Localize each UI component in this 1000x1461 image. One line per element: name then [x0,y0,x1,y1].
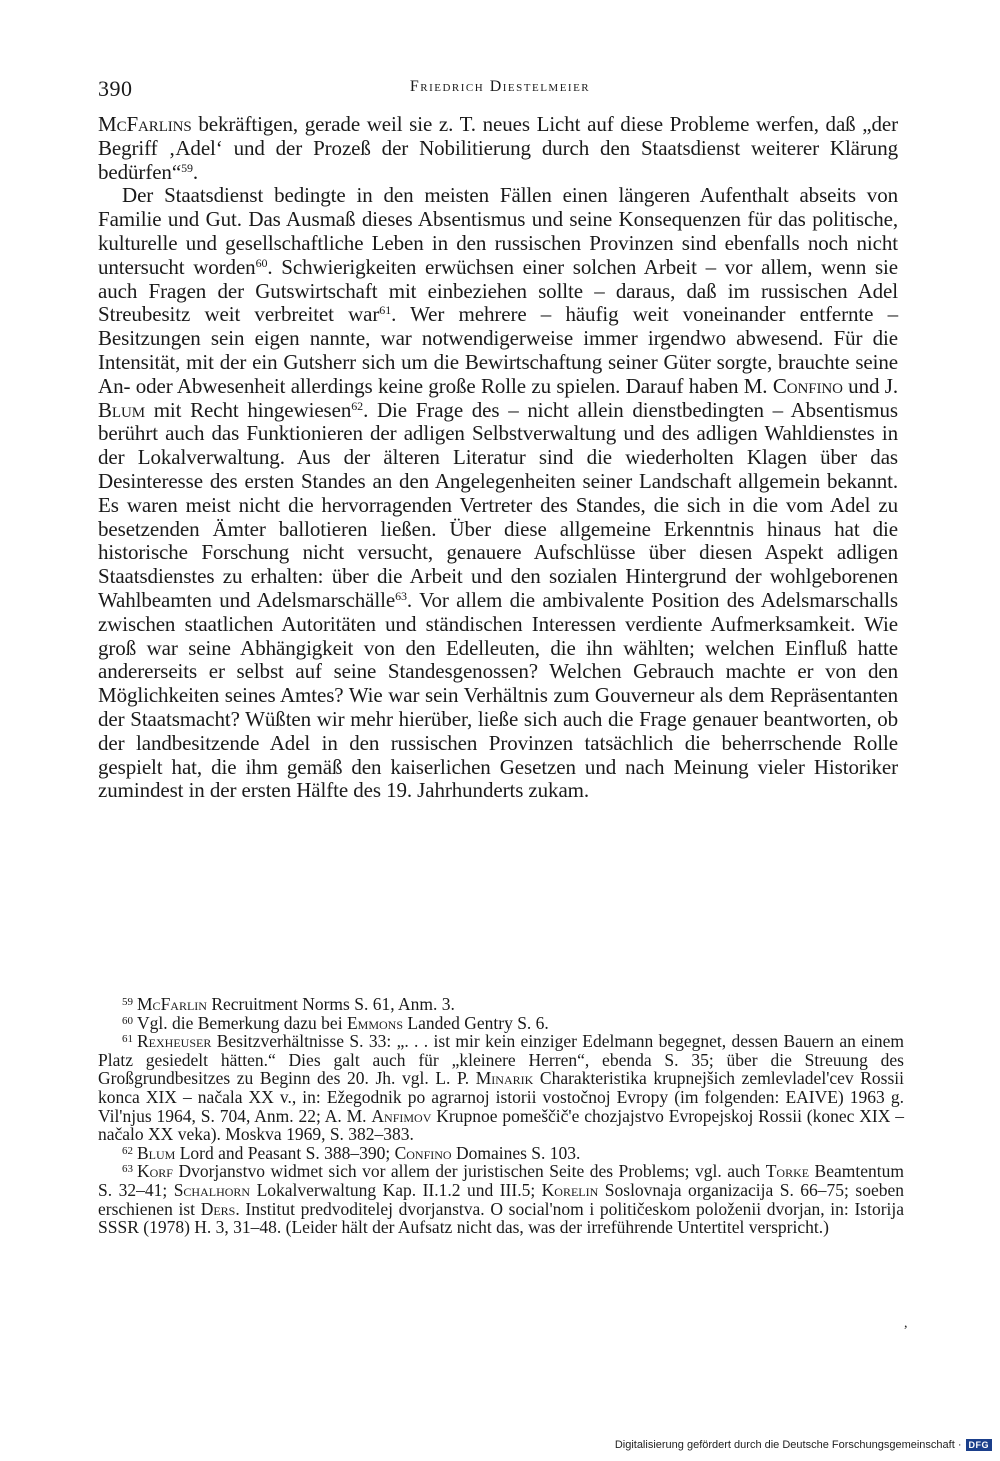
text-run: Landed Gentry S. 6. [403,1012,549,1033]
author-name: Rexheuser [137,1031,212,1052]
text-run: Dvorjanstvo widmet sich vor allem der juristischen Seite des Problems; vgl. auch [172,1161,766,1182]
footnote-63 [98,1162,904,1236]
footnote-ref: 62 [351,398,364,413]
credit-text: Digitalisierung gefördert durch die Deutsche Forschungsgemeinschaft · [614,1439,962,1451]
text-run: Besitzverhältnisse S. 33: „. . . ist mir kein einziger Edelmann begegnet, dessen Bauern an einem Platz gesiedelt hätten.“ Dies galt auch für „kleinere Herren“, ebenda S. 35; über die Streuung des Großgrundbesitzes zu Beginn des 20. Jh. vgl. L. P. [98,1031,904,1089]
footnote-ref: 60 [255,255,268,270]
footnote-number: 60 [122,1014,133,1027]
author-name: Confino [394,1142,452,1163]
footnote-60 [98,1014,904,1033]
author-name: Korelin [541,1179,599,1200]
text-run: Recruitment Norms S. 61, Anm. 3. [206,994,455,1014]
paragraph-2 [98,184,898,803]
text-run: . Wer mehrere – häufig weit voneinander entfernte – Besitzungen sein eigen nannte, war notwendigerweise immer irgendwo abwesend. Für die Intensität, mit der ein Gutsherr sich um die Bewirtschaftung seiner Güter sorgte, brauchte seine An- oder Abwesenheit allerdings keine große Rolle zu spielen. Darauf haben M. [98,302,898,398]
footnote-number: 62 [122,1144,133,1157]
text-run: Domaines S. 103. [451,1142,581,1163]
text-run: . Die Frage des – nicht allein dienstbedingten – Absentismus berührt auch das Funktionieren der adligen Selbstverwaltung und des adligen Wahldienstes in der Lokalverwaltung. Aus der älteren Literatur sind die wiederholten Klagen über das Desinteresse des ersten Standes an den Angelegenheiten seiner Landschaft allgemein bekannt. Es waren meist nicht die hervorragenden Vertreter des Standes, die sich in die vom Adel zu besetzenden Ämter ballotieren ließen. Über diese allgemeine Erkenntnis hinaus hat die historische Forschung nicht versucht, genauere Aufschlüsse über diesen Aspekt adligen Staatsdienstes zu erhalten: über die Arbeit und den sozialen Hintergrund der wohlgeborenen Wahlbeamten und Adelsmarschälle [98,397,898,612]
text-run: Vgl. die Bemerkung dazu bei [137,1012,347,1033]
digitization-credit [615,1437,992,1453]
text-run: Charakteristika krupnejšich zemlevladel'cev Rossii konca XIX – načala XX v., in: Ežegodnik po agrarnoj istorii vostočnoj Evropy (im folgenden: EAIVE) 1963 g. Vil'njus 1964, S. 704, Anm. 22; A. M. [98,1068,904,1126]
author-name: McFarlins [98,112,192,136]
author-name: Blum [137,1142,176,1163]
footnote-ref: 59 [181,160,193,175]
author-name: Anfimov [371,1105,432,1126]
text-run: Soslovnaja organizacija S. 66–75; soeben erschienen ist [98,1179,904,1219]
text-run: . Schwierigkeiten erwüchsen einer solchen Arbeit – vor allem, wenn sie auch Fragen der Gutswirtschaft mit einbeziehen sollte – daraus, daß im russischen Adel Streubesitz weit verbreitet war [98,254,898,327]
margin-mark: , [904,1316,908,1331]
author-name: Ders. [200,1198,240,1219]
dfg-logo[interactable]: DFG [966,1439,993,1451]
text-run: Lord and Peasant S. 388–390; [175,1142,395,1163]
text-run: Institut predvoditelej dvorjanstva. O social'nom i političeskom položenii dvorjan, in: Istorija SSSR (1978) H. 3, 31–48. (Leider hält der Aufsatz nicht das, was der irreführende Untertitel verspricht.) [98,1198,905,1238]
footnote-ref: 61 [379,303,392,318]
text-run: bekräftigen, gerade weil sie z. T. neues Licht auf diese Probleme werfen, daß „der Begriff ‚Adel‘ und der Prozeß der Nobilitierung durch den Staatsdienst weiterer Klärung bedürfen“ [98,112,898,184]
text-run: und J. [842,373,898,398]
footnote-ref: 63 [395,588,407,603]
text-run: Beamtentum S. 32–41; [98,1161,904,1200]
text-run: Lokalverwaltung Kap. II.1.2 und III.5; [250,1179,542,1200]
text-run: . [192,159,199,184]
footnote-61 [98,1032,904,1144]
author-name: Blum [98,397,145,422]
footnote-number: 63 [122,1163,133,1176]
footnotes [98,995,904,1237]
main-text [98,113,898,803]
page-number: 390 [98,76,133,101]
author-name: Minarik [475,1068,534,1089]
author-name: Confino [772,373,843,398]
text-run: Der Staatsdienst bedingte in den meisten Fällen einen längeren Aufenthalt abseits von Familie und Gut. Das Ausmaß dieses Absentismus und seine Konsequenzen für das politische, kulturelle und gesellschaftliche Leben in den russischen Provinzen sind ebenfalls noch nicht untersucht worden [98,183,898,279]
author-name: Emmons [346,1012,403,1033]
footnote-number: 61 [122,1033,133,1046]
author-name: Torke [765,1161,810,1182]
author-name: McFarlin [137,994,207,1014]
footnote-59 [98,995,904,1014]
footnote-62 [98,1144,904,1163]
running-title: Friedrich Diestelmeier [409,78,591,95]
text-run: . Vor allem die ambivalente Position des Adelsmarschalls zwischen staatlichen Autoritäten und ständischen Interessen verdiente Aufmerksamkeit. Wie groß war seine Abhängigkeit von den Edelleuten, die ihn wählten; welchen Einfluß hatte andererseits er selbst auf seine Standesgenossen? Welchen Gebrauch machte er von den Möglichkeiten seines Amtes? Wie war sein Verhältnis zum Gouverneur als dem Repräsentanten der Staatsmacht? Wüßten wir mehr hierüber, ließe sich auch die Frage genauer beantworten, ob der landbesitzende Adel in den russischen Provinzen tatsächlich die beherrschende Rolle gespielt hat, die ihm gemäß den kaiserlichen Gesetzen und nach Meinung vieler Historiker zumindest in der ersten Hälfte des 19. Jahrhunderts zukam. [98,587,898,803]
author-name: Schalhorn [173,1179,251,1200]
author-name: Korf [137,1161,173,1182]
text-run: Krupnoe pomeščič'e chozjajstvo Evropejskoj Rossii (konec XIX – načalo XX veka). Moskva 1969, S. 382–383. [98,1105,904,1145]
text-run: mit Recht hingewiesen [144,397,352,422]
footnote-number: 59 [122,996,133,1008]
paragraph-1 [98,113,898,184]
